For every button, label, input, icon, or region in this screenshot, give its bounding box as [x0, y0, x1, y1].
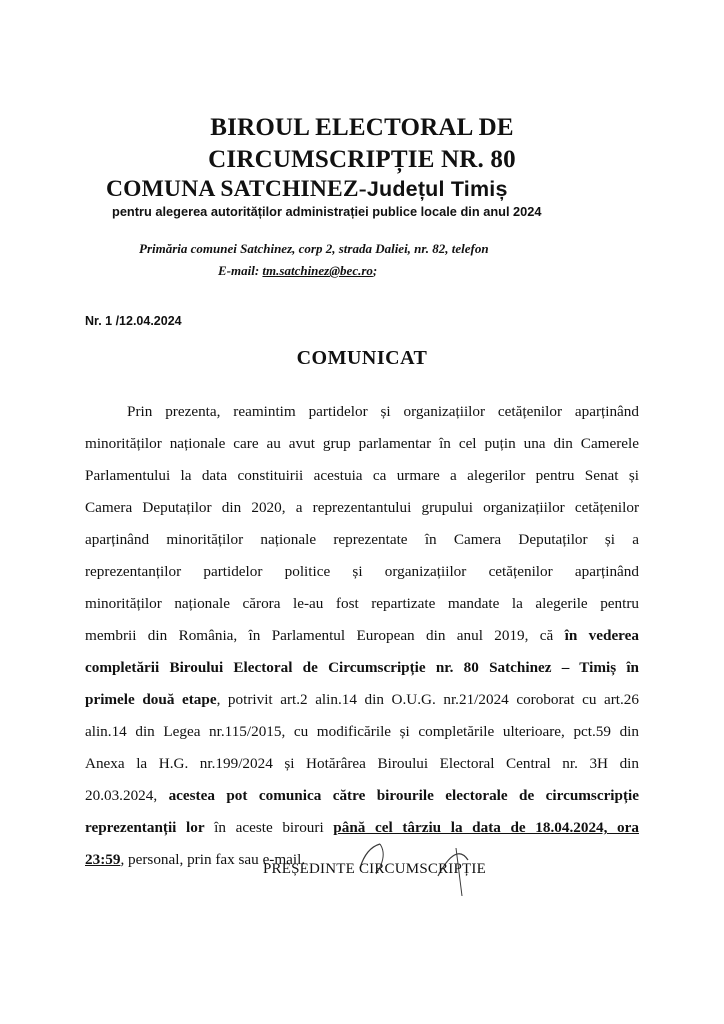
body-line: Prin prezenta, reamintim partidelor și organizațiilor cetățenilor aparținând: [127, 403, 639, 420]
body-text: , personal, prin fax sau e-mail.: [120, 851, 306, 868]
email-line: [218, 264, 377, 278]
deadline-time: 23:59: [85, 851, 121, 868]
email-label: E-mail:: [218, 263, 263, 278]
body-text: în aceste birouri: [204, 819, 334, 836]
header-subtitle: pentru alegerea autorităților administrației publice locale din anul 2024: [112, 204, 542, 219]
header-line-1: BIROUL ELECTORAL DE: [210, 114, 514, 141]
body-line: [85, 820, 639, 835]
body-text: , potrivit art.2 alin.14 din O.U.G. nr.21/2024 coroborat cu art.26: [216, 691, 639, 708]
email-link[interactable]: tm.satchinez@bec.ro: [262, 263, 373, 278]
body-line: minorităților naționale cărora le-au fost repartizate mandate la alegerile pentru: [85, 595, 639, 612]
address-line: Primăria comunei Satchinez, corp 2, strada Daliei, nr. 82, telefon: [139, 241, 489, 256]
body-line: alin.14 din Legea nr.115/2015, cu modificările și completările ulterioare, pct.59 din: [85, 723, 639, 740]
deadline-text: până cel târziu la data de 18.04.2024, ora: [333, 819, 639, 836]
header-line-3: [106, 178, 508, 202]
header-line-3-main: COMUNA SATCHINEZ-: [106, 176, 367, 202]
body-line: [85, 692, 639, 707]
body-text: 20.03.2024,: [85, 787, 169, 804]
body-bold-text: acestea pot comunica către birourile electorale de circumscripție: [168, 787, 639, 804]
body-line: minorităților naționale care au avut grup parlamentar în cel puțin una din Camerele: [85, 435, 639, 452]
body-line: Camera Deputaților din 2020, a reprezentantului grupului organizațiilor cetățenilor: [85, 499, 639, 516]
header-line-3-tail: Județul Timiș: [366, 177, 508, 201]
body-line: Parlamentului la data constituirii acestuia ca urmare a alegerilor pentru Senat și: [85, 467, 639, 484]
body-line: reprezentanților partidelor politice și organizațiilor cetățenilor aparținând: [85, 563, 639, 580]
body-line: aparținând minorităților naționale reprezentate în Camera Deputaților și a: [85, 531, 639, 548]
body-line-bold: completării Biroului Electoral de Circumscripție nr. 80 Satchinez – Timiș în: [85, 659, 639, 676]
body-text: membrii din România, în Parlamentul European din anul 2019, că: [85, 627, 565, 644]
signature-label: PREȘEDINTE CIRCUMSCRIPȚIE: [263, 861, 486, 877]
body-bold-text: primele două etape: [85, 691, 217, 708]
body-bold-text: reprezentanții lor: [85, 819, 205, 836]
email-suffix: ;: [372, 263, 378, 278]
body-line: [85, 628, 639, 643]
document-title: COMUNICAT: [296, 347, 428, 369]
body-bold-text: în vederea: [564, 627, 639, 644]
body-line: [85, 788, 639, 803]
header-line-2: CIRCUMSCRIPȚIE NR. 80: [208, 146, 516, 173]
body-line: Anexa la H.G. nr.199/2024 și Hotărârea Biroului Electoral Central nr. 3H din: [85, 755, 639, 772]
registration-number: Nr. 1 /12.04.2024: [85, 314, 182, 328]
